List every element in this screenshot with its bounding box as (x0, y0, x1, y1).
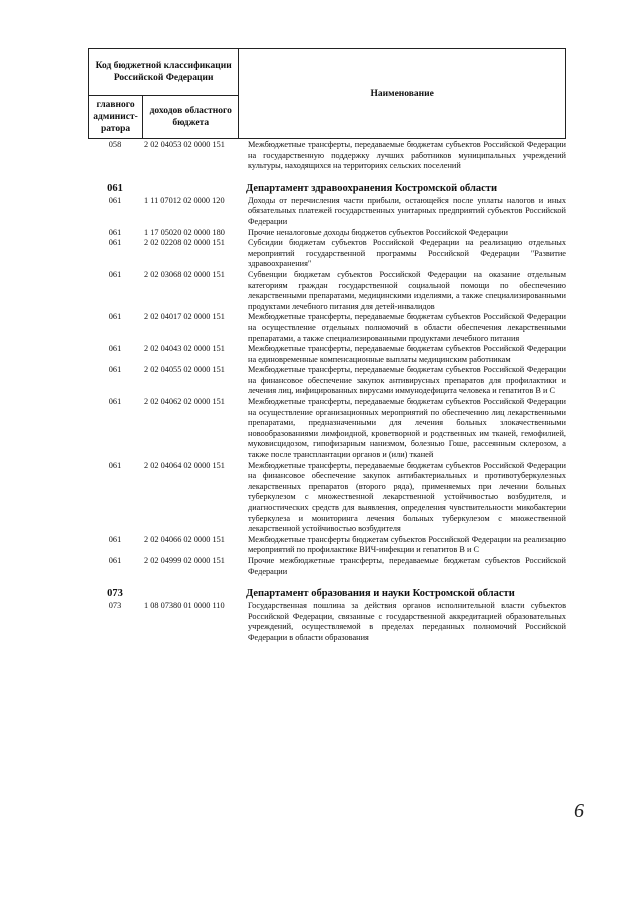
income-code: 2 02 04043 02 0000 151 (144, 344, 225, 354)
item-name: Субсидии бюджетам субъектов Российской Федерации на реализацию отдельных мероприятий государственной программы Российской Федерации "Развитие здравоохранения" (248, 238, 566, 269)
income-code: 2 02 04066 02 0000 151 (144, 534, 225, 544)
table-row (88, 228, 566, 239)
item-name: Межбюджетные трансферты, передаваемые бюджетам субъектов Российской Федерации на единовременные компенсационные выплаты медицинским работникам (248, 344, 566, 364)
admin-code: 073 (108, 601, 122, 611)
item-name: Доходы от перечисления части прибыли, остающейся после уплаты налогов и иных обязательных платежей государственных унитарных предприятий субъектов Российской Федерации (248, 195, 566, 226)
header-admin-column: главного админист-ратора (89, 96, 143, 139)
table-row (88, 535, 566, 556)
income-code: 2 02 02208 02 0000 151 (144, 238, 225, 248)
table-header (88, 48, 566, 139)
admin-code: 061 (108, 555, 122, 565)
table-row (88, 270, 566, 312)
header-code-group: Код бюджетной классификации Российской Федерации (89, 49, 239, 96)
admin-code: 061 (108, 365, 122, 375)
header-income-column: доходов областного бюджета (143, 96, 239, 139)
income-code: 2 02 04053 02 0000 151 (144, 140, 225, 149)
admin-code: 061 (108, 397, 122, 407)
item-name: Субвенции бюджетам субъектов Российской Федерации на оказание отдельным категориям граждан государственной социальной помощи по обеспечению лекарственными препаратами, медицинскими изделиями, а также специализированными продуктами лечебного питания для детей-инвалидов (248, 269, 566, 311)
section-title: Департамент образования и науки Костромской области (246, 588, 515, 600)
income-code: 1 08 07380 01 0000 110 (144, 601, 225, 611)
admin-code: 061 (108, 238, 122, 248)
admin-code: 061 (108, 344, 122, 354)
item-name: Межбюджетные трансферты, передаваемые бюджетам субъектов Российской Федерации на финансовое обеспечение закупок антибактериальных и противотуберкулезных лекарственных препаратов (второго ряда), применяемых при лечении больных туберкулезом с множественной лекарственной устойчивостью возбудителя, и диагностических средств для выявления, определения чувствительности микобактерии туберкулеза и мониторинга лечения больных туберкулезом с множественной лекарственной устойчивостью возбудителя (248, 460, 566, 534)
income-code: 2 02 04999 02 0000 151 (144, 555, 225, 565)
table-row (88, 556, 566, 577)
item-name: Межбюджетные трансферты, передаваемые бюджетам субъектов Российской Федерации на осуществление отдельных полномочий в области обеспечения лекарственными препаратами, а также специализированными продуктами лечебного питания (248, 312, 566, 343)
admin-code: 061 (108, 195, 122, 205)
income-code: 1 11 07012 02 0000 120 (144, 195, 225, 205)
admin-code: 061 (108, 312, 122, 322)
admin-code: 061 (108, 227, 122, 237)
income-code: 2 02 04062 02 0000 151 (144, 397, 225, 407)
admin-code: 058 (108, 140, 122, 149)
income-code: 2 02 04017 02 0000 151 (144, 312, 225, 322)
table-row (88, 365, 566, 397)
table-row (88, 397, 566, 461)
document-page (88, 48, 566, 644)
table-row (88, 601, 566, 643)
item-name: Прочие межбюджетные трансферты, передаваемые бюджетам субъектов Российской Федерации (248, 555, 566, 576)
item-name: Прочие неналоговые доходы бюджетов субъектов Российской Федерации (248, 227, 508, 237)
section-title: Департамент здравоохранения Костромской области (246, 182, 497, 194)
income-code: 2 02 04055 02 0000 151 (144, 365, 225, 375)
admin-code: 061 (108, 460, 122, 470)
section-admin-code: 073 (107, 588, 123, 600)
table-row (88, 461, 566, 535)
section-heading (88, 182, 566, 195)
item-name: Государственная пошлина за действия органов исполнительной власти субъектов Российской Федерации, связанные с государственной аккредитацией образовательных учреждений, осуществляемой в пределах переданных полномочий Российской Федерации в области образования (248, 601, 566, 642)
table-row (88, 344, 566, 365)
table-body (88, 140, 566, 644)
income-code: 2 02 04064 02 0000 151 (144, 460, 225, 470)
item-name: Межбюджетные трансферты бюджетам субъектов Российской Федерации на реализацию мероприятий по профилактике ВИЧ-инфекции и гепатитов В и С (248, 534, 566, 555)
table-row (88, 140, 566, 172)
admin-code: 061 (108, 534, 122, 544)
table-row (88, 196, 566, 228)
income-code: 1 17 05020 02 0000 180 (144, 227, 225, 237)
header-name-column: Наименование (239, 49, 566, 139)
section-spacer (142, 587, 246, 600)
page-number: 6 (574, 800, 584, 822)
income-code: 2 02 03068 02 0000 151 (144, 269, 225, 279)
section-heading (88, 587, 566, 600)
table-row (88, 238, 566, 270)
table-row (88, 312, 566, 344)
item-name: Межбюджетные трансферты, передаваемые бюджетам субъектов Российской Федерации на государственную поддержку лучших работников муниципальных учреждений культуры, находящихся на территориях сельских поселений (248, 140, 566, 171)
admin-code: 061 (108, 269, 122, 279)
item-name: Межбюджетные трансферты, передаваемые бюджетам субъектов Российской Федерации на финансовое обеспечение закупок антивирусных препаратов для профилактики и лечения лиц, инфицированных вирусами иммунодефицита человека и гепатитов В и С (248, 365, 566, 396)
section-admin-code: 061 (107, 182, 123, 194)
item-name: Межбюджетные трансферты, передаваемые бюджетам субъектов Российской Федерации на осуществление организационных мероприятий по обеспечению лиц лекарственными препаратами, предназначенными для лечения больных злокачественными новообразованиями лимфоидной, кроветворной и родственных им тканей, гемофилией, муковисцидозом, гипофизарным нанизмом, болезнью Гоше, рассеянным склерозом, а также после трансплантации органов и (или) тканей (248, 397, 566, 460)
section-spacer (142, 182, 246, 195)
